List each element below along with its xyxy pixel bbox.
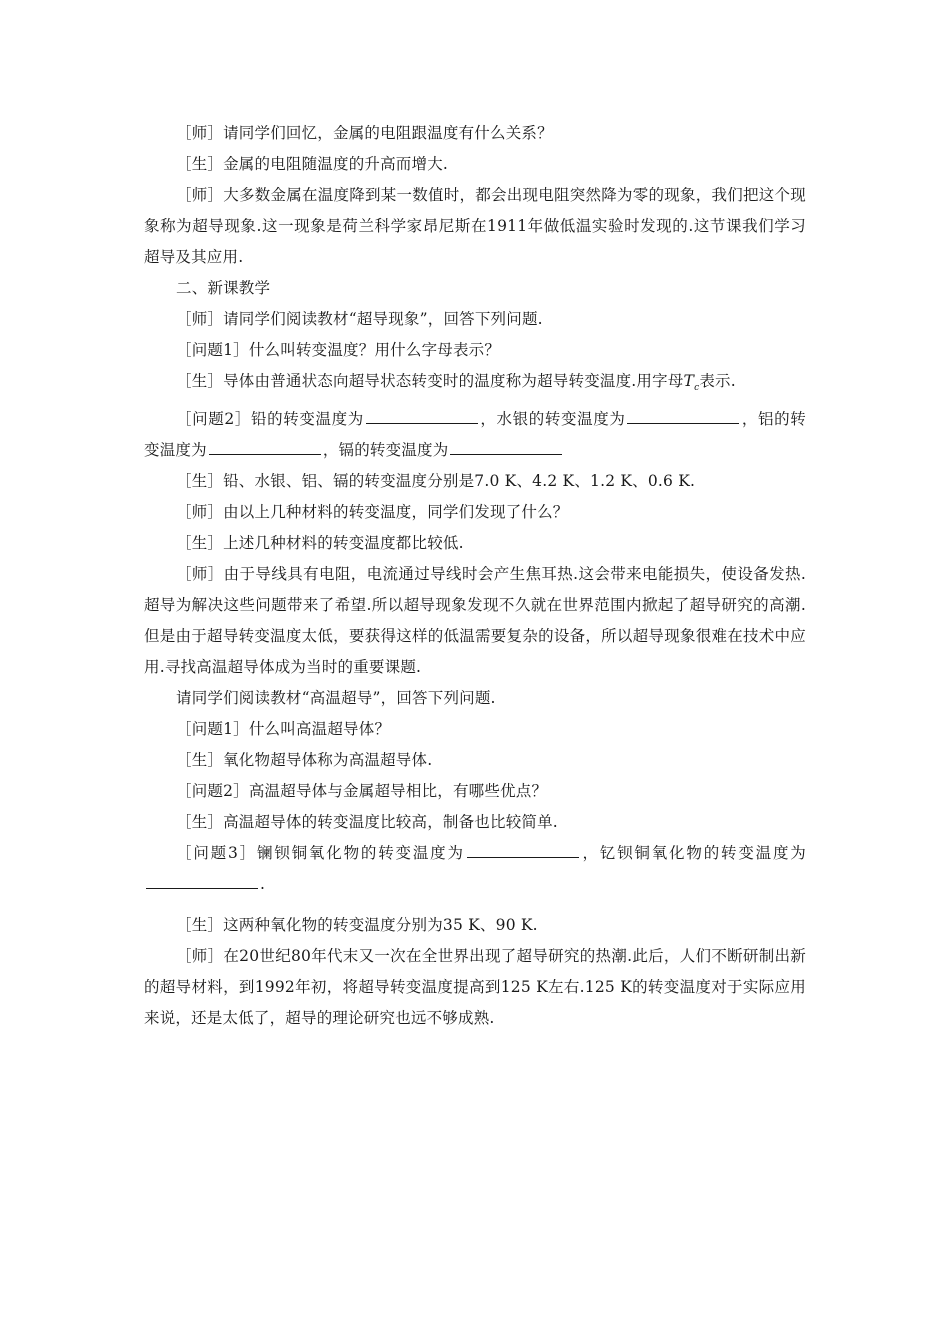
student-answer-oxide: ［生］氧化物超导体称为高温超导体.: [176, 751, 433, 770]
question-3-fill-blanks: [144, 838, 806, 900]
blank-lead[interactable]: [366, 409, 478, 424]
answer-text-start: ［生］导体由普通状态向超导状态转变时的温度称为超导转变温度.用字母: [176, 372, 684, 390]
section-heading-new-lesson: 二、新课教学: [176, 279, 271, 297]
blank-lanthanum[interactable]: [467, 843, 579, 858]
teacher-question-resistance: ［师］请同学们回忆，金属的电阻跟温度有什么关系？: [176, 124, 553, 142]
q2-text-mercury: ，水银的转变温度为: [479, 410, 626, 429]
question-2-advantages: ［问题2］高温超导体与金属超导相比，有哪些优点？: [176, 782, 548, 801]
tc-subscript: c: [694, 383, 700, 394]
teacher-question-discovery: ［师］由以上几种材料的转变温度，同学们发现了什么？: [176, 503, 569, 522]
blank-aluminum[interactable]: [209, 440, 321, 455]
student-answer-low-temp: ［生］上述几种材料的转变温度都比较低.: [176, 534, 464, 553]
teacher-reading-prompt-1: ［师］请同学们阅读教材“超导现象”，回答下列问题.: [176, 310, 543, 328]
blank-yttrium[interactable]: [146, 874, 258, 889]
question-2-fill-blanks: [144, 404, 806, 466]
tc-letter: T: [683, 372, 695, 390]
q3-text-yttrium: ，钇钡铜氧化物的转变温度为: [580, 844, 807, 863]
question-1-transition-temp: ［问题1］什么叫转变温度？用什么字母表示？: [176, 341, 501, 359]
q3-text-lanthanum: ［问题3］镧钡铜氧化物的转变温度为: [176, 844, 465, 863]
teacher-reading-prompt-2: 请同学们阅读教材“高温超导”，回答下列问题.: [176, 689, 496, 708]
blank-mercury[interactable]: [627, 409, 739, 424]
spacer: [144, 900, 806, 910]
student-answer-advantages: ［生］高温超导体的转变温度比较高，制备也比较简单.: [176, 813, 558, 832]
student-answer-transition-temp: [144, 366, 806, 404]
q2-text-cadmium: ，镉的转变温度为: [322, 441, 449, 460]
student-answer-oxide-values: ［生］这两种氧化物的转变温度分别为35 K、90 K.: [176, 916, 538, 935]
blank-cadmium[interactable]: [450, 440, 562, 455]
document-page: [144, 118, 806, 1034]
teacher-intro-superconductivity: ［师］大多数金属在温度降到某一数值时，都会出现电阻突然降为零的现象，我们把这个现象称为超导现象.这一现象是荷兰科学家昂尼斯在1911年做低温实验时发现的.这节课我们学习超导及其应用.: [144, 186, 806, 266]
tc-symbol: [683, 372, 700, 394]
q3-text-end: .: [260, 875, 266, 894]
student-answer-resistance: ［生］金属的电阻随温度的升高而增大.: [176, 155, 449, 173]
question-1-high-temp: ［问题1］什么叫高温超导体？: [176, 720, 391, 739]
teacher-summary-research: ［师］在20世纪80年代末又一次在全世界出现了超导研究的热潮.此后，人们不断研制出新的超导材料，到1992年初，将超导转变温度提高到125 K左右.125 K的转变温度对于实际应用来说，还是太低了，超导的理论研究也远不够成熟.: [144, 947, 806, 1028]
q2-text-lead: ［问题2］铅的转变温度为: [176, 410, 364, 429]
teacher-explanation-joule: ［师］由于导线具有电阻，电流通过导线时会产生焦耳热.这会带来电能损失，使设备发热.超导为解决这些问题带来了希望.所以超导现象发现不久就在世界范围内掀起了超导研究的高潮.但是由于超导转变温度太低，要获得这样的低温需要复杂的设备，所以超导现象很难在技术中应用.寻找高温超导体成为当时的重要课题.: [144, 565, 806, 677]
q2-text-aluminum: ，铝的转变温度为: [144, 410, 806, 460]
student-answer-values: ［生］铅、水银、铝、镉的转变温度分别是7.0 K、4.2 K、1.2 K、0.6 K.: [176, 472, 696, 491]
answer-text-end: 表示.: [699, 372, 736, 390]
